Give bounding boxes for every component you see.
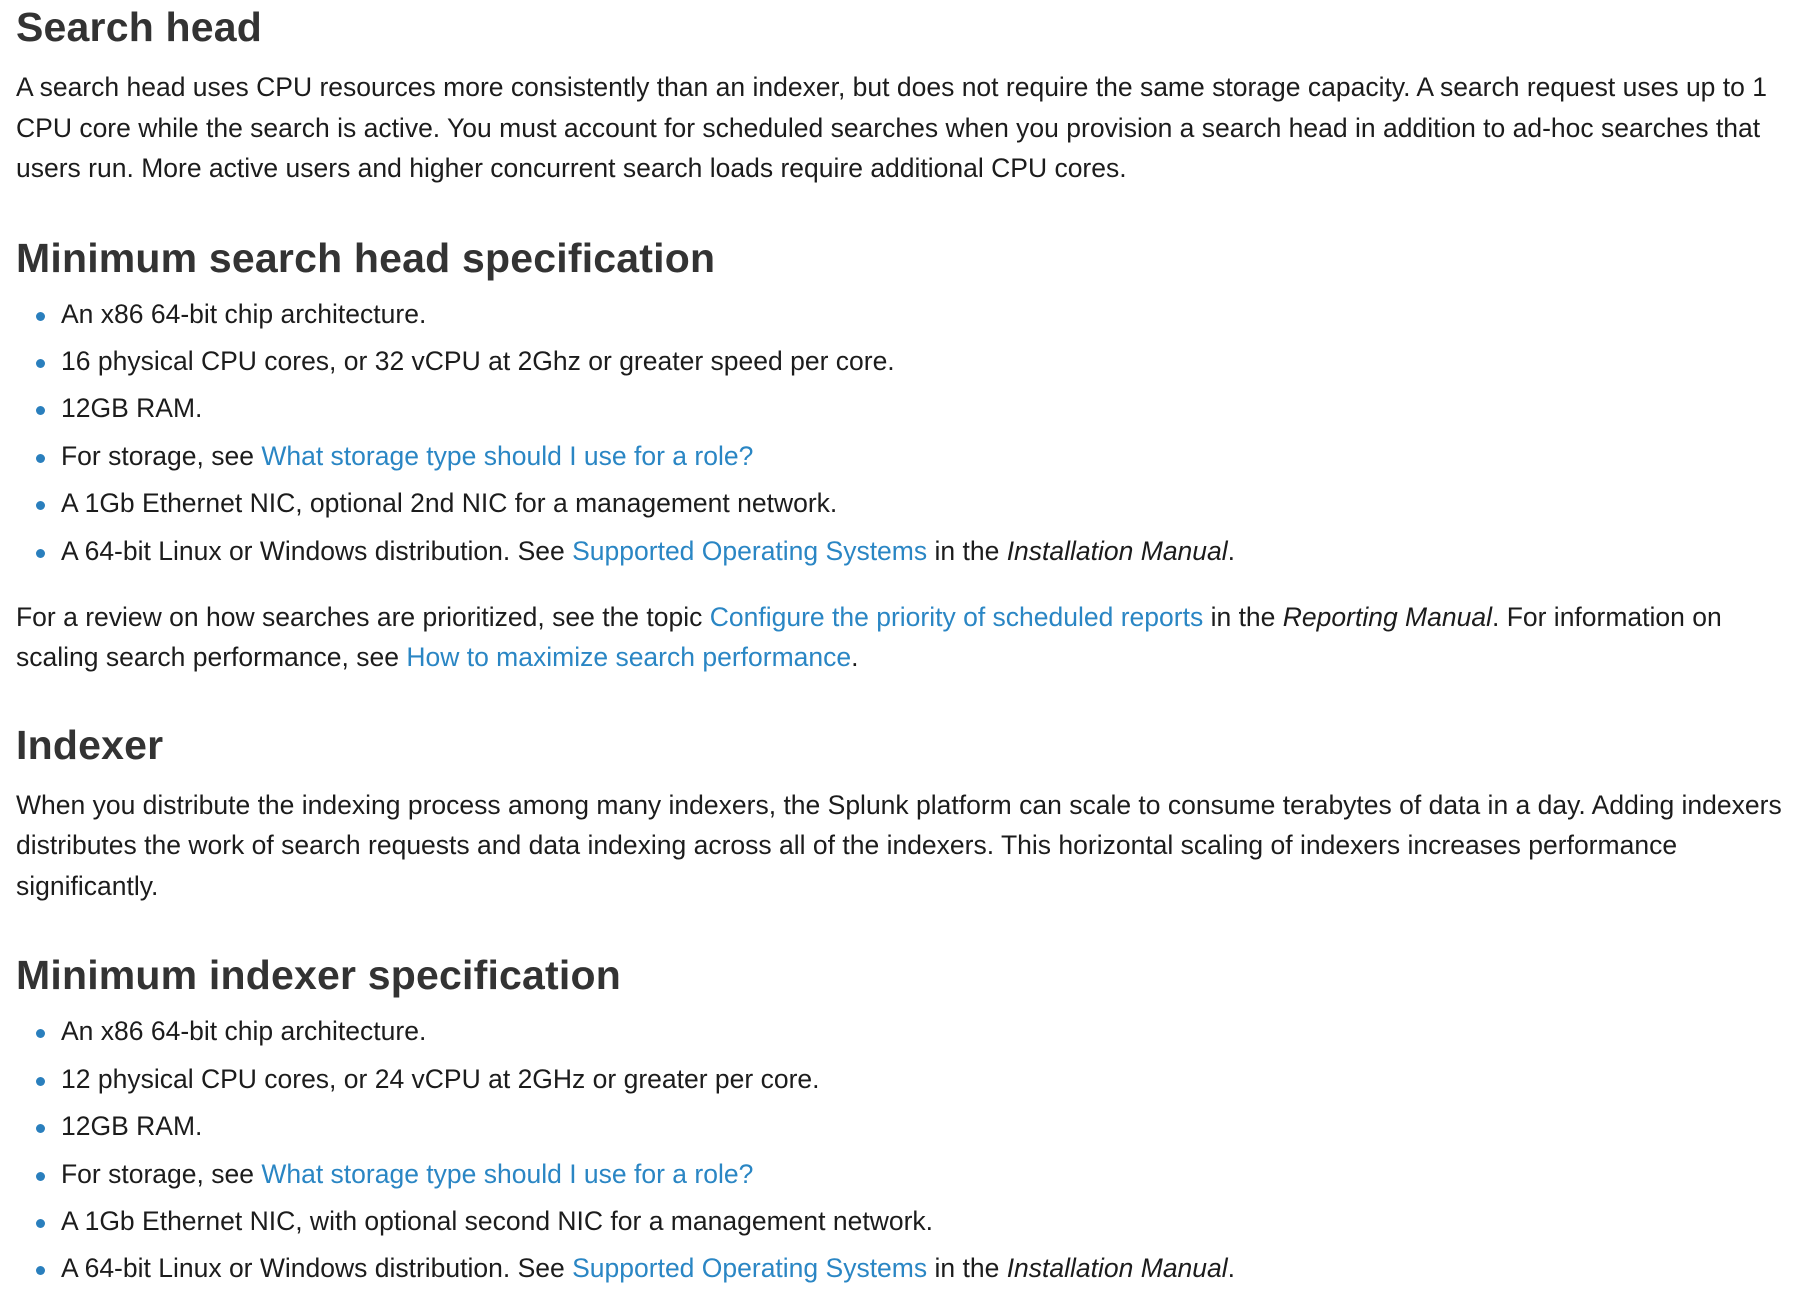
supported-os-link[interactable]: Supported Operating Systems (572, 535, 928, 566)
indexer-paragraph: When you distribute the indexing process among many indexers, the Splunk platform can scale to consume terabytes of data in a day. Adding indexers distributes the work of search requests and data indexing across all of the indexers. This horizontal scaling of indexers increases performance significantly. (16, 789, 1782, 901)
bullet-icon (36, 1077, 45, 1086)
list-item (16, 528, 1802, 575)
list-item-text: 12GB RAM. (61, 1111, 203, 1142)
review-text: in the (1203, 601, 1283, 632)
list-item (16, 1245, 1802, 1292)
heading-minimum-search-head-spec: Minimum search head specification (16, 234, 716, 281)
doc-page (0, 2, 1816, 1293)
bullet-icon (36, 1124, 45, 1133)
list-item-text: 12 physical CPU cores, or 24 vCPU at 2GHz or greater per core. (61, 1063, 820, 1094)
list-item-text: 12GB RAM. (61, 393, 203, 424)
bullet-icon (36, 454, 45, 463)
heading-minimum-indexer-spec: Minimum indexer specification (16, 952, 621, 999)
configure-priority-link[interactable]: Configure the priority of scheduled reports (709, 601, 1204, 632)
list-item (16, 338, 1802, 385)
indexer-spec-list (16, 1008, 1802, 1292)
bullet-icon (36, 406, 45, 415)
search-head-spec-list (16, 291, 1802, 575)
list-item-text: in the (927, 535, 1007, 566)
list-item-text: A 1Gb Ethernet NIC, optional 2nd NIC for a management network. (61, 488, 838, 519)
review-text: . (851, 642, 859, 673)
list-item-text: 16 physical CPU cores, or 32 vCPU at 2Ghz or greater speed per core. (61, 345, 895, 376)
list-item-text: . (1227, 535, 1236, 566)
list-item (16, 1198, 1802, 1245)
list-item-text: An x86 64-bit chip architecture. (61, 298, 427, 329)
list-item-text: For storage, see (61, 1158, 262, 1189)
bullet-icon (36, 501, 45, 510)
list-item-text: . (1227, 1253, 1236, 1284)
list-item (16, 1103, 1802, 1150)
supported-os-link[interactable]: Supported Operating Systems (572, 1253, 928, 1284)
list-item-text: in the (927, 1253, 1007, 1284)
heading-search-head: Search head (16, 4, 263, 50)
list-item (16, 291, 1802, 338)
bullet-icon (36, 1266, 45, 1275)
maximize-search-performance-link[interactable]: How to maximize search performance (406, 642, 852, 673)
list-item-text: An x86 64-bit chip architecture. (61, 1016, 427, 1047)
list-item (16, 480, 1802, 527)
review-text: For a review on how searches are prioritized, see the topic (16, 601, 710, 632)
list-item (16, 1008, 1802, 1055)
list-item-text: For storage, see (61, 440, 262, 471)
list-item-text: A 1Gb Ethernet NIC, with optional second NIC for a management network. (61, 1206, 934, 1237)
storage-type-link[interactable]: What storage type should I use for a role? (261, 1158, 754, 1189)
bullet-icon (36, 1172, 45, 1181)
bullet-icon (36, 359, 45, 368)
manual-title: Installation Manual (1006, 535, 1228, 566)
list-item-text: A 64-bit Linux or Windows distribution. See (61, 535, 573, 566)
search-head-paragraph: A search head uses CPU resources more consistently than an indexer, but does not require the same storage capacity. A search request uses up to 1 CPU core while the search is active. You must account for scheduled searches when you provision a search head in addition to ad-hoc searches that users run. More active users and higher concurrent search loads require additional CPU cores. (16, 72, 1767, 183)
review-text: . For information on scaling search performance, see (16, 601, 1722, 673)
bullet-icon (36, 549, 45, 558)
bullet-icon (36, 1219, 45, 1228)
list-item (16, 1151, 1802, 1198)
storage-type-link[interactable]: What storage type should I use for a role? (261, 440, 754, 471)
manual-title: Installation Manual (1006, 1253, 1228, 1284)
heading-indexer: Indexer (16, 721, 164, 768)
list-item (16, 385, 1802, 432)
list-item (16, 1056, 1802, 1103)
review-paragraph (16, 597, 1802, 678)
bullet-icon (36, 312, 45, 321)
bullet-icon (36, 1029, 45, 1038)
list-item (16, 433, 1802, 480)
list-item-text: A 64-bit Linux or Windows distribution. See (61, 1253, 573, 1284)
manual-title: Reporting Manual (1282, 601, 1492, 632)
